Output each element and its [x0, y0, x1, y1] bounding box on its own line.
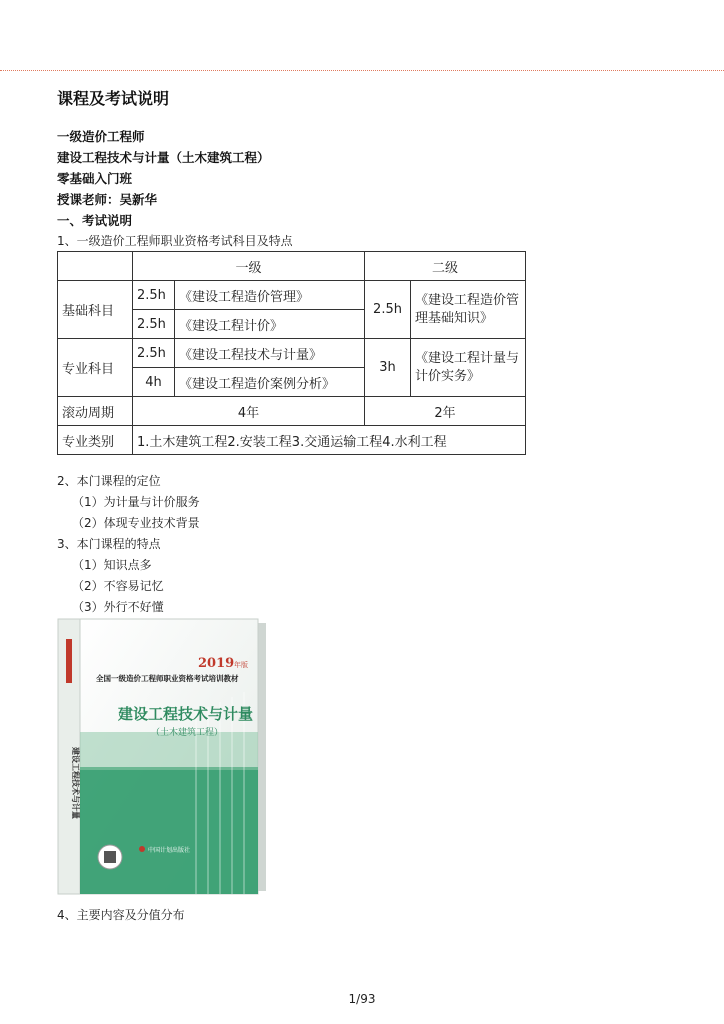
- table-cell: 2.5h: [133, 310, 175, 339]
- book-publisher: 中国计划出版社: [148, 847, 191, 854]
- list-item: （3）外行不好懂: [72, 600, 164, 614]
- book-edition: 年版: [234, 661, 248, 669]
- table-cell: 《建设工程造价管理基础知识》: [411, 281, 526, 339]
- table-cell: [58, 252, 133, 281]
- table-cell: 基础科目: [58, 281, 133, 339]
- spine-red-band: [66, 639, 72, 683]
- table-cell: 《建设工程造价管理》: [175, 281, 365, 310]
- table-row: [58, 426, 526, 455]
- table-header-cell: 二级: [365, 252, 526, 281]
- header-divider: [0, 70, 724, 71]
- list-item: （1）为计量与计价服务: [72, 495, 200, 509]
- subject-name: 建设工程技术与计量（土木建筑工程）: [57, 150, 270, 165]
- class-name: 零基础入门班: [57, 171, 133, 186]
- book-cover-image: [56, 617, 270, 896]
- table-cell: 4年: [133, 397, 365, 426]
- table-cell: 1.土木建筑工程2.安装工程3.交通运输工程4.水利工程: [133, 426, 526, 455]
- list-item: 2、本门课程的定位: [57, 474, 161, 488]
- list-item: 1、一级造价工程师职业资格考试科目及特点: [57, 234, 293, 248]
- publisher-logo-icon: [139, 846, 145, 852]
- table-cell: 《建设工程造价案例分析》: [175, 368, 365, 397]
- table-cell: 专业科目: [58, 339, 133, 397]
- table-header-cell: 一级: [133, 252, 365, 281]
- table-cell: 2年: [365, 397, 526, 426]
- table-row: [58, 281, 526, 310]
- table-row: [58, 339, 526, 368]
- certificate-name: 一级造价工程师: [57, 129, 145, 144]
- book-year: 2019: [198, 656, 235, 671]
- table-cell: 3h: [365, 339, 411, 397]
- green-panel: [80, 767, 258, 894]
- qr-code-icon: [104, 851, 116, 863]
- page-number: 1/93: [348, 992, 376, 1006]
- spine-title: 建设工程技术与计量: [71, 747, 80, 819]
- exam-subjects-table: [57, 251, 526, 455]
- table-cell: 4h: [133, 368, 175, 397]
- table-cell: 《建设工程计价》: [175, 310, 365, 339]
- list-item: （2）体现专业技术背景: [72, 516, 200, 530]
- table-cell: 滚动周期: [58, 397, 133, 426]
- book-series: 全国一级造价工程师职业资格考试培训教材: [96, 674, 239, 683]
- table-cell: 2.5h: [365, 281, 411, 339]
- page-title: 课程及考试说明: [57, 89, 170, 108]
- table-cell: 《建设工程技术与计量》: [175, 339, 365, 368]
- list-item: 3、本门课程的特点: [57, 537, 161, 551]
- section-heading: 一、考试说明: [57, 213, 133, 228]
- table-cell: 专业类别: [58, 426, 133, 455]
- book-title: 建设工程技术与计量: [118, 705, 254, 723]
- list-item: （2）不容易记忆: [72, 579, 164, 593]
- table-cell: 《建设工程计量与计价实务》: [411, 339, 526, 397]
- table-row: [58, 397, 526, 426]
- list-item: 4、主要内容及分值分布: [57, 908, 185, 922]
- book-subtitle: （土木建筑工程）: [151, 728, 224, 738]
- table-row: [58, 252, 526, 281]
- table-cell: 2.5h: [133, 339, 175, 368]
- list-item: （1）知识点多: [72, 558, 152, 572]
- teacher-name: 授课老师：吴新华: [57, 192, 158, 207]
- table-cell: 2.5h: [133, 281, 175, 310]
